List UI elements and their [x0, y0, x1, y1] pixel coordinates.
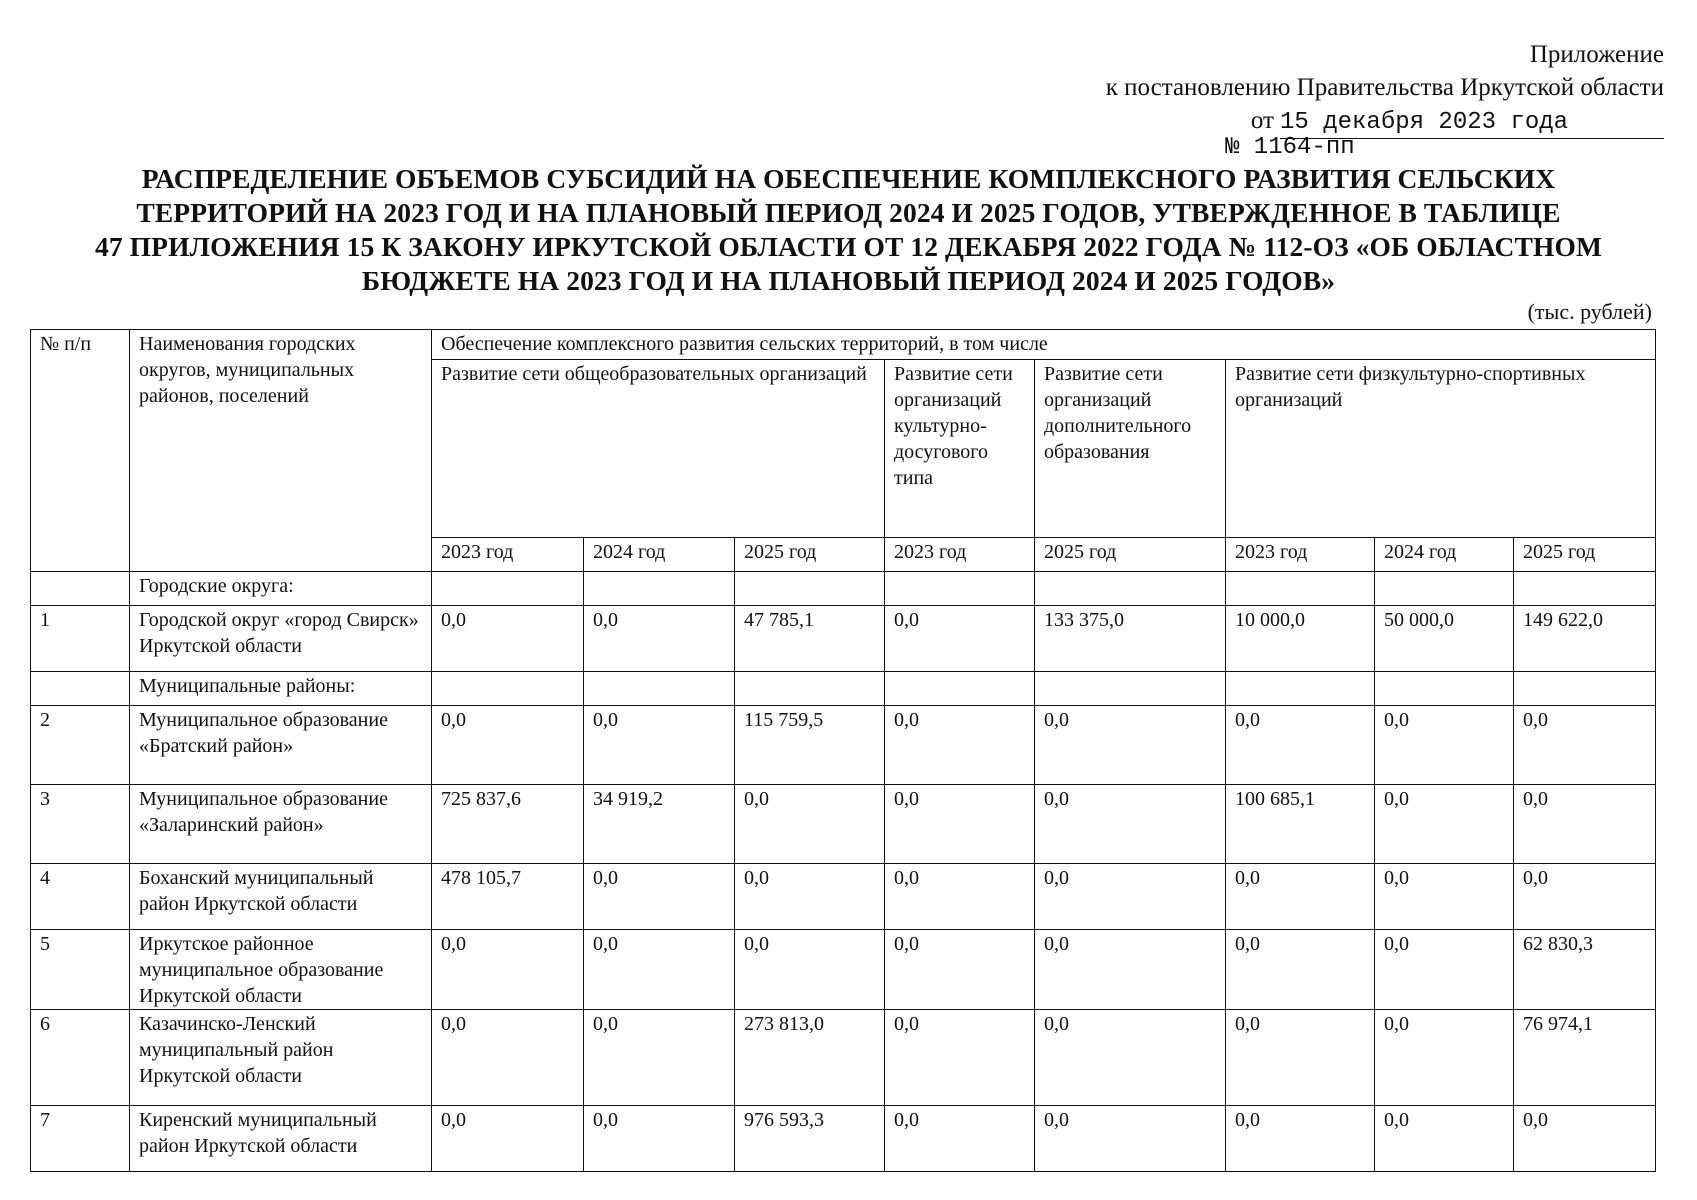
year-header: 2023 год [432, 538, 584, 572]
empty-cell [1035, 672, 1226, 706]
row-number: 2 [31, 706, 130, 785]
value-cell: 0,0 [1226, 930, 1375, 1010]
value-cell: 0,0 [432, 1010, 584, 1106]
row-name: Городской округ «город Свирск» Иркутской области [130, 606, 432, 672]
empty-cell [584, 672, 735, 706]
col-header-group-main: Обеспечение комплексного развития сельских территорий, в том числе [432, 330, 1656, 360]
resolution-date-line [1106, 104, 1664, 139]
value-cell: 0,0 [735, 785, 885, 864]
title-line-3: 47 ПРИЛОЖЕНИЯ 15 К ЗАКОНУ ИРКУТСКОЙ ОБЛАСТИ ОТ 12 ДЕКАБРЯ 2022 ГОДА № 112-ОЗ «ОБ ОБЛАСТНОМ [95, 231, 1602, 262]
row-name: Муниципальное образование «Братский район» [130, 706, 432, 785]
value-cell: 50 000,0 [1375, 606, 1514, 672]
value-cell: 0,0 [1035, 706, 1226, 785]
row-name: Муниципальное образование «Заларинский район» [130, 785, 432, 864]
value-cell: 0,0 [1375, 864, 1514, 930]
appendix-label: Приложение [1529, 41, 1664, 68]
empty-cell [1375, 672, 1514, 706]
appendix-header [1106, 38, 1664, 139]
value-cell: 0,0 [1226, 1106, 1375, 1172]
value-cell: 0,0 [735, 930, 885, 1010]
value-cell: 115 759,5 [735, 706, 885, 785]
value-cell: 0,0 [885, 785, 1035, 864]
value-cell: 0,0 [1035, 930, 1226, 1010]
value-cell: 0,0 [584, 606, 735, 672]
value-cell: 0,0 [885, 1106, 1035, 1172]
year-header: 2023 год [1226, 538, 1375, 572]
header-row-1 [31, 330, 1656, 360]
value-cell: 76 974,1 [1514, 1010, 1656, 1106]
row-number: 4 [31, 864, 130, 930]
year-header: 2025 год [735, 538, 885, 572]
table-row [31, 706, 1656, 785]
value-cell: 0,0 [1035, 864, 1226, 930]
value-cell: 0,0 [885, 864, 1035, 930]
title-line-1: РАСПРЕДЕЛЕНИЕ ОБЪЕМОВ СУБСИДИЙ НА ОБЕСПЕЧЕНИЕ КОМПЛЕКСНОГО РАЗВИТИЯ СЕЛЬСКИХ [141, 163, 1556, 194]
row-number: 3 [31, 785, 130, 864]
table-row [31, 930, 1656, 1010]
value-cell: 0,0 [1035, 785, 1226, 864]
value-cell: 0,0 [885, 606, 1035, 672]
value-cell: 0,0 [1226, 706, 1375, 785]
col-header-edu: Развитие сети общеобразовательных организаций [432, 360, 885, 538]
value-cell: 273 813,0 [735, 1010, 885, 1106]
value-cell: 0,0 [1514, 864, 1656, 930]
section-row-urban [31, 572, 1656, 606]
value-cell: 34 919,2 [584, 785, 735, 864]
empty-cell [885, 672, 1035, 706]
row-number: 7 [31, 1106, 130, 1172]
col-header-name: Наименования городских округов, муниципальных районов, поселений [130, 330, 432, 572]
table-row [31, 864, 1656, 930]
value-cell: 0,0 [1226, 1010, 1375, 1106]
row-name: Иркутское районное муниципальное образование Иркутской области [130, 930, 432, 1010]
value-cell: 0,0 [1226, 864, 1375, 930]
empty-cell [1035, 572, 1226, 606]
section-row-districts [31, 672, 1656, 706]
value-cell: 0,0 [1514, 1106, 1656, 1172]
value-cell: 0,0 [1514, 706, 1656, 785]
section-label: Городские округа: [130, 572, 432, 606]
value-cell: 0,0 [584, 1106, 735, 1172]
value-cell: 0,0 [584, 706, 735, 785]
empty-cell [885, 572, 1035, 606]
value-cell: 0,0 [432, 930, 584, 1010]
units-label: (тыс. рублей) [1527, 299, 1652, 324]
row-name: Боханский муниципальный район Иркутской области [130, 864, 432, 930]
col-header-sport: Развитие сети физкультурно-спортивных организаций [1226, 360, 1656, 538]
row-number: 1 [31, 606, 130, 672]
value-cell: 0,0 [1514, 785, 1656, 864]
resolution-number: № 1164-пп [1225, 134, 1355, 161]
empty-cell [1375, 572, 1514, 606]
date-prefix: от [1250, 107, 1274, 134]
empty-cell [31, 572, 130, 606]
document-title [20, 162, 1677, 298]
value-cell: 0,0 [1375, 930, 1514, 1010]
empty-cell [1514, 572, 1656, 606]
row-number: 5 [31, 930, 130, 1010]
value-cell: 0,0 [1035, 1106, 1226, 1172]
value-cell: 0,0 [432, 606, 584, 672]
value-cell: 0,0 [1375, 785, 1514, 864]
year-header: 2025 год [1514, 538, 1656, 572]
section-label: Муниципальные районы: [130, 672, 432, 706]
value-cell: 10 000,0 [1226, 606, 1375, 672]
value-cell: 47 785,1 [735, 606, 885, 672]
empty-cell [584, 572, 735, 606]
empty-cell [432, 672, 584, 706]
value-cell: 0,0 [885, 930, 1035, 1010]
empty-cell [1226, 572, 1375, 606]
col-header-culture: Развитие сети организаций культурно-досугового типа [885, 360, 1035, 538]
year-header: 2024 год [1375, 538, 1514, 572]
value-cell: 478 105,7 [432, 864, 584, 930]
resolution-reference: к постановлению Правительства Иркутской области [1105, 74, 1664, 101]
year-header: 2025 год [1035, 538, 1226, 572]
value-cell: 976 593,3 [735, 1106, 885, 1172]
empty-cell [1514, 672, 1656, 706]
value-cell: 0,0 [735, 864, 885, 930]
value-cell: 149 622,0 [1514, 606, 1656, 672]
value-cell: 0,0 [584, 930, 735, 1010]
empty-cell [735, 672, 885, 706]
col-header-num: № п/п [31, 330, 130, 572]
title-line-2: ТЕРРИТОРИЙ НА 2023 ГОД И НА ПЛАНОВЫЙ ПЕРИОД 2024 И 2025 ГОДОВ, УТВЕРЖДЕННОЕ В ТАБЛИЦЕ [136, 197, 1561, 228]
value-cell: 0,0 [885, 1010, 1035, 1106]
value-cell: 133 375,0 [1035, 606, 1226, 672]
value-cell: 0,0 [584, 1010, 735, 1106]
value-cell: 0,0 [1375, 706, 1514, 785]
row-name: Казачинско-Ленский муниципальный район Иркутской области [130, 1010, 432, 1106]
table-row [31, 1010, 1656, 1106]
table-row [31, 785, 1656, 864]
value-cell: 0,0 [584, 864, 735, 930]
year-header: 2024 год [584, 538, 735, 572]
value-cell: 0,0 [1375, 1106, 1514, 1172]
empty-cell [432, 572, 584, 606]
subsidy-table [30, 329, 1656, 1172]
row-name: Киренский муниципальный район Иркутской области [130, 1106, 432, 1172]
empty-cell [1226, 672, 1375, 706]
value-cell: 0,0 [885, 706, 1035, 785]
empty-cell [31, 672, 130, 706]
value-cell: 725 837,6 [432, 785, 584, 864]
col-header-addedu: Развитие сети организаций дополнительного образования [1035, 360, 1226, 538]
value-cell: 62 830,3 [1514, 930, 1656, 1010]
year-header: 2023 год [885, 538, 1035, 572]
value-cell: 100 685,1 [1226, 785, 1375, 864]
value-cell: 0,0 [1375, 1010, 1514, 1106]
value-cell: 0,0 [432, 706, 584, 785]
empty-cell [735, 572, 885, 606]
table-row [31, 1106, 1656, 1172]
title-line-4: БЮДЖЕТЕ НА 2023 ГОД И НА ПЛАНОВЫЙ ПЕРИОД 2024 И 2025 ГОДОВ» [361, 265, 1336, 296]
value-cell: 0,0 [432, 1106, 584, 1172]
table-row [31, 606, 1656, 672]
value-cell: 0,0 [1035, 1010, 1226, 1106]
row-number: 6 [31, 1010, 130, 1106]
resolution-date: 15 декабря 2023 года [1280, 108, 1664, 139]
